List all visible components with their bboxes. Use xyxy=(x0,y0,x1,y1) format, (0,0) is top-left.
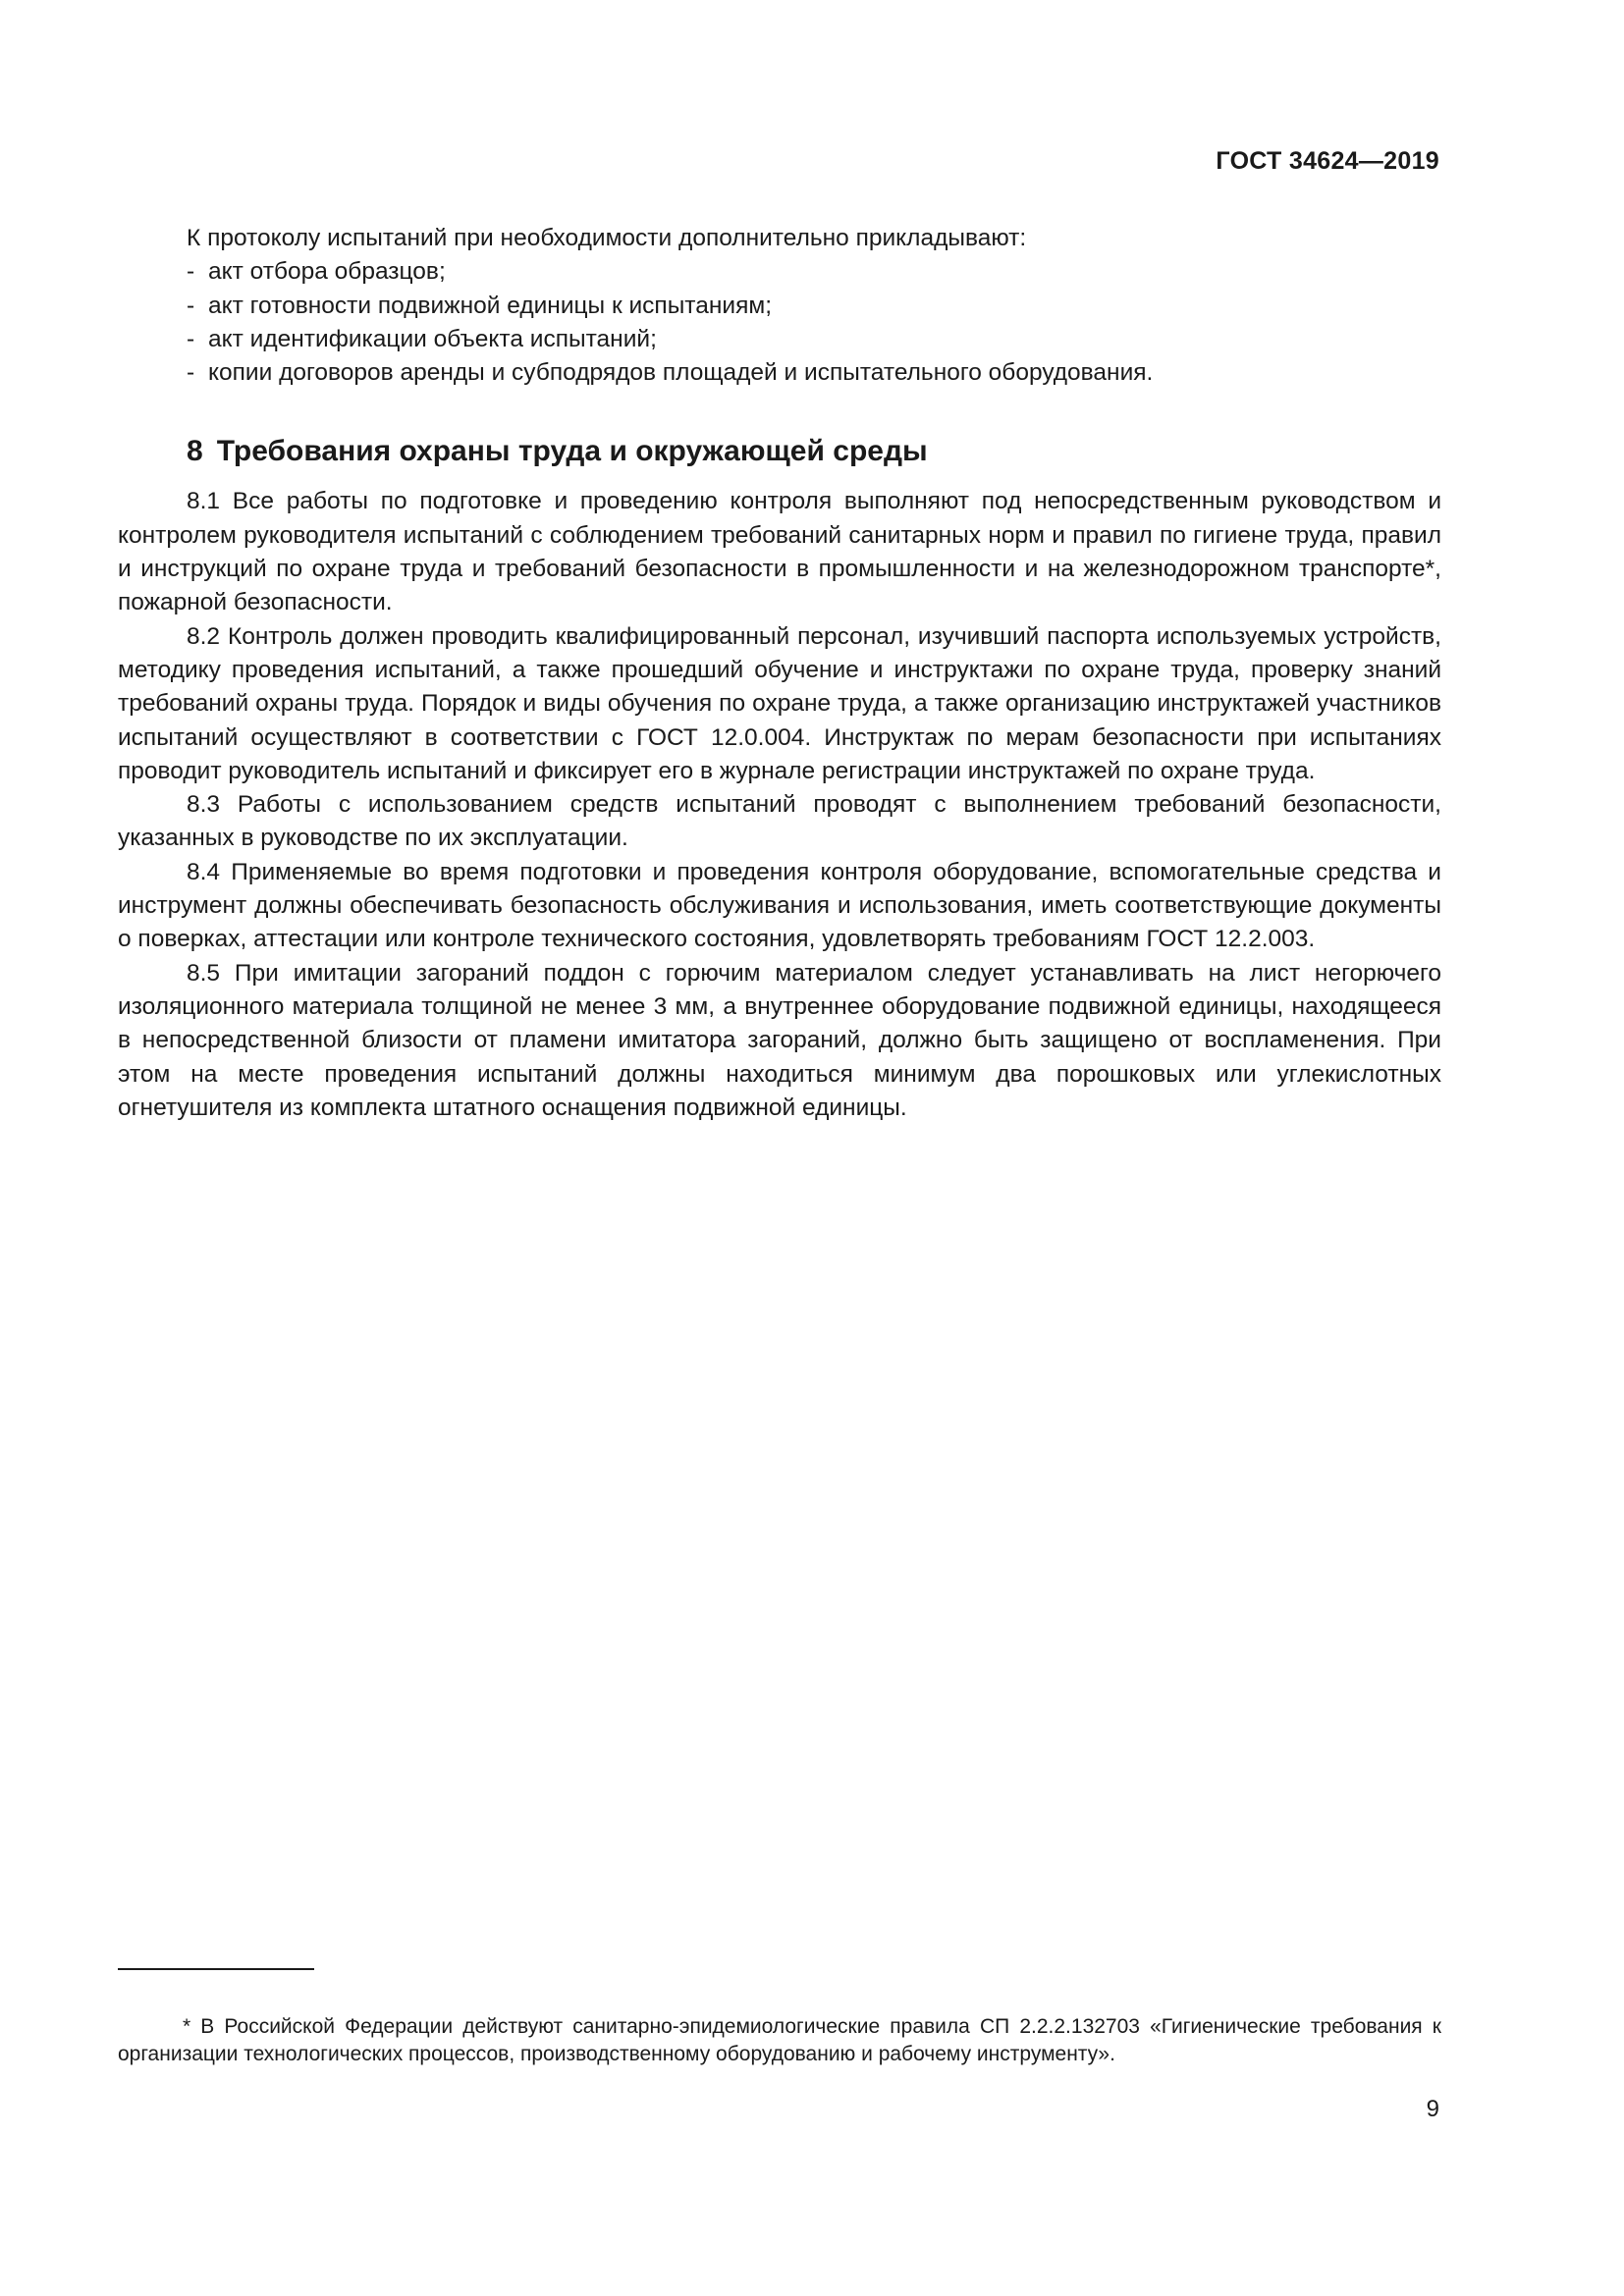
list-bullet: - xyxy=(187,325,195,352)
list-item xyxy=(187,290,1441,323)
paragraph-8-1: 8.1 Все работы по подготовке и проведению контроля выполняют под непосредственным руководством и контролем руководителя испытаний с соблюдением требований санитарных норм и правил по гигиене труда, правил и инструкций по охране труда и требований безопасности в промышленности и на железнодорожном транспорте*, пожарной безопасности. xyxy=(118,488,1441,616)
section-number: 8 xyxy=(187,435,203,468)
page-body xyxy=(118,222,1441,1125)
intro-text: К протоколу испытаний при необходимости дополнительно прикладывают: xyxy=(187,225,1027,251)
paragraph-8-3: 8.3 Работы с использованием средств испытаний проводят с выполнением требований безопасности, указанных в руководстве по их эксплуатации. xyxy=(118,791,1441,852)
footnote: * В Российской Федерации действуют санитарно-эпидемиологические правила СП 2.2.2.132703 «Гигиенические требования к организации технологических процессов, производственному оборудованию и рабочему инструменту». xyxy=(118,2015,1441,2065)
paragraph-8-5: 8.5 При имитации загораний поддон с горючим материалом следует устанавливать на лист негорючего изоляционного материала толщиной не менее 3 мм, а внутреннее оборудование подвижной единицы, находящееся в непосредственной близости от пламени имитатора загораний, должно быть защищено от воспламенения. При этом на месте проведения испытаний должны находиться минимум два порошковых или углекислотных огнетушителя из комплекта штатного оснащения подвижной единицы. xyxy=(118,959,1441,1121)
paragraph-8-4: 8.4 Применяемые во время подготовки и проведения контроля оборудование, вспомогательные средства и инструмент должны обеспечивать безопасность обслуживания и использования, иметь соответствующие документы о поверках, аттестации или контроле технического состояния, удовлетворять требованиям ГОСТ 12.2.003. xyxy=(118,858,1441,953)
list-item-text: акт идентификации объекта испытаний; xyxy=(208,325,657,352)
footnote-divider xyxy=(118,1968,314,1970)
list-bullet: - xyxy=(187,258,195,286)
section-title: Требования охраны труда и окружающей среды xyxy=(216,435,928,468)
list-item xyxy=(187,356,1441,390)
section-heading xyxy=(187,430,1441,473)
list-item-text: копии договоров аренды и субподрядов площадей и испытательного оборудования. xyxy=(208,359,1154,387)
attachments-list xyxy=(118,255,1441,390)
list-item xyxy=(187,323,1441,356)
list-bullet: - xyxy=(187,359,195,387)
page-number: 9 xyxy=(1426,2096,1439,2122)
paragraph-8-2: 8.2 Контроль должен проводить квалифицированный персонал, изучивший паспорта используемых устройств, методику проведения испытаний, а также прошедший обучение и инструктажи по охране труда, проверку знаний требований охраны труда. Порядок и виды обучения по охране труда, а также организацию инструктажей участников испытаний осуществляют в соответствии с ГОСТ 12.0.004. Инструктаж по мерам безопасности при испытаниях проводит руководитель испытаний и фиксирует его в журнале регистрации инструктажей по охране труда. xyxy=(118,622,1441,784)
list-item-text: акт отбора образцов; xyxy=(208,258,446,286)
list-item xyxy=(187,255,1441,289)
list-item-text: акт готовности подвижной единицы к испытаниям; xyxy=(208,292,773,319)
document-code: ГОСТ 34624—2019 xyxy=(1216,147,1439,175)
list-bullet: - xyxy=(187,292,195,319)
